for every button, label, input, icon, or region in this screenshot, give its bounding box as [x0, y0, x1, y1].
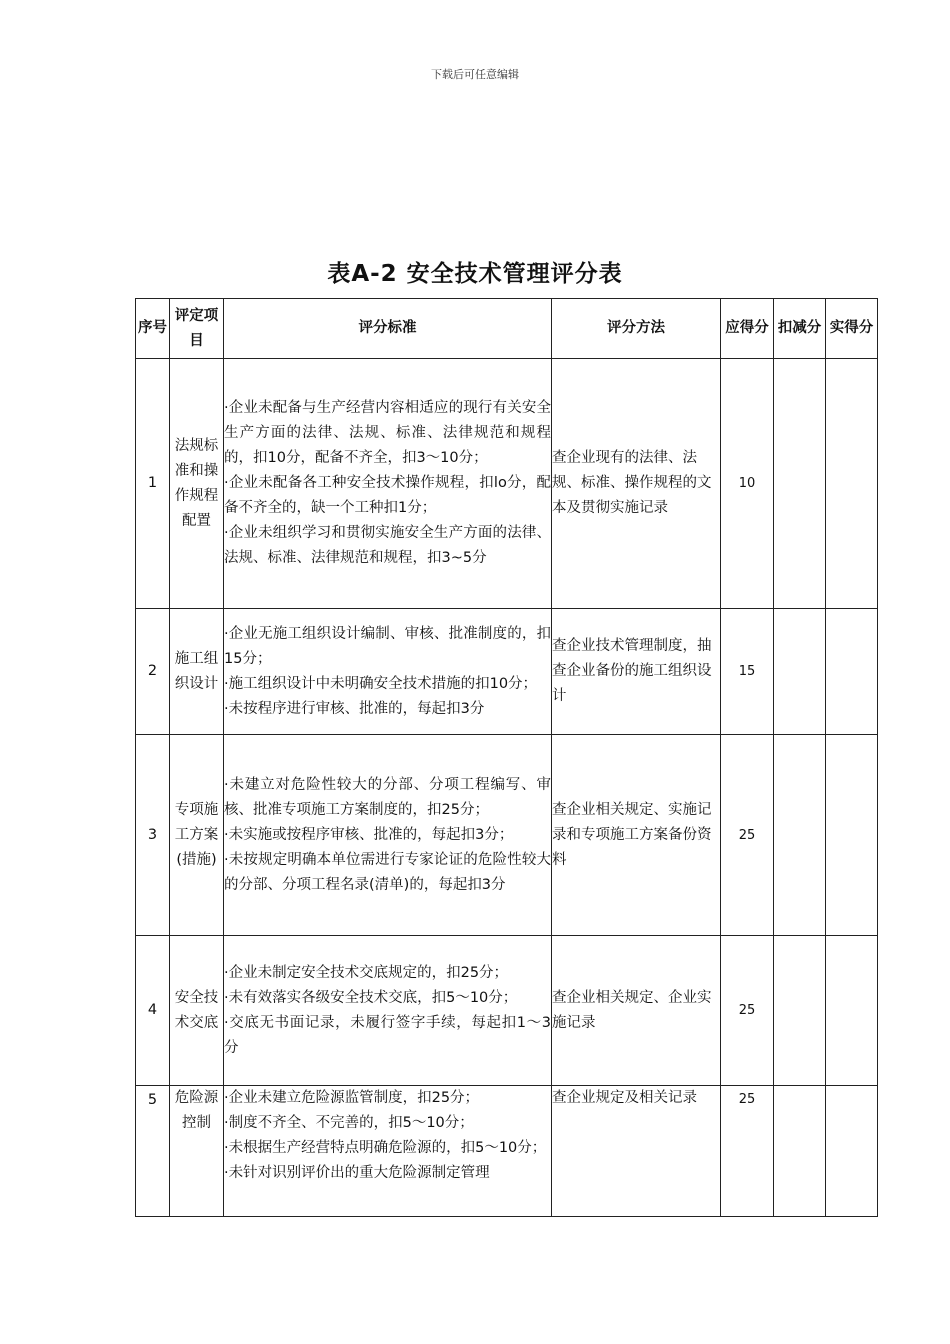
row-score: 10 [721, 359, 774, 609]
header-deduct: 扣减分 [774, 299, 826, 359]
criteria-line: ·交底无书面记录，未履行签字手续，每起扣1～3分 [224, 1014, 551, 1056]
criteria-line: ·企业未建立危险源监管制度，扣25分； [224, 1090, 480, 1106]
criteria-line: ·制度不齐全、不完善的，扣5～10分； [224, 1115, 474, 1131]
table-row [136, 936, 878, 1086]
row-method: 查企业技术管理制度，抽查企业备份的施工组织设计 [552, 609, 721, 735]
table-row [136, 359, 878, 609]
row-item: 施工组织设计 [170, 609, 224, 735]
row-method: 查企业相关规定、企业实施记录 [552, 936, 721, 1086]
criteria-line: ·企业未制定安全技术交底规定的，扣25分； [224, 964, 509, 981]
criteria-line: ·企业未配备各工种安全技术操作规程，扣lo分，配备不齐全的，缺一个工种扣1分； [224, 475, 551, 516]
row-method: 查企业现有的法律、法规、标准、操作规程的文本及贯彻实施记录 [552, 359, 721, 609]
criteria-line: ·未按程序进行审核、批准的，每起扣3分 [224, 700, 485, 717]
row-score: 25 [721, 1086, 774, 1217]
table-header-row [136, 299, 878, 359]
row-no: 1 [136, 359, 170, 609]
row-deduct [774, 936, 826, 1086]
criteria-line: ·未针对识别评价出的重大危险源制定管理 [224, 1165, 490, 1181]
row-criteria [224, 1086, 552, 1217]
criteria-line: ·未实施或按程序审核、批准的，每起扣3分； [224, 826, 514, 843]
header-item: 评定项目 [170, 299, 224, 359]
row-score: 25 [721, 936, 774, 1086]
row-item: 危险源控制 [170, 1086, 224, 1217]
row-score: 25 [721, 735, 774, 936]
row-no: 3 [136, 735, 170, 936]
row-item: 专项施工方案(措施) [170, 735, 224, 936]
row-actual [826, 936, 878, 1086]
row-score: 15 [721, 609, 774, 735]
page-title: 表A-2 安全技术管理评分表 [327, 261, 623, 287]
row-method: 查企业相关规定、实施记录和专项施工方案备份资料 [552, 735, 721, 936]
header-criteria: 评分标准 [224, 299, 552, 359]
row-deduct [774, 609, 826, 735]
row-actual [826, 609, 878, 735]
row-no: 4 [136, 936, 170, 1086]
criteria-line: ·未有效落实各级安全技术交底，扣5～10分； [224, 989, 518, 1006]
criteria-line: ·未按规定明确本单位需进行专家论证的危险性较大的分部、分项工程名录(清单)的，每起扣3分 [224, 851, 551, 893]
row-criteria [224, 359, 552, 609]
row-no: 2 [136, 609, 170, 735]
row-criteria [224, 609, 552, 735]
header-note: 下载后可任意编辑 [431, 68, 519, 81]
header-no: 序号 [136, 299, 170, 359]
criteria-line: ·企业无施工组织设计编制、审核、批准制度的，扣15分； [224, 625, 551, 667]
score-table [135, 298, 878, 1217]
criteria-line: ·未建立对危险性较大的分部、分项工程编写、审核、批准专项施工方案制度的，扣25分； [224, 776, 551, 818]
table-row [136, 609, 878, 735]
row-actual [826, 359, 878, 609]
row-deduct [774, 735, 826, 936]
criteria-line: ·企业未组织学习和贯彻实施安全生产方面的法律、法规、标准、法律规范和规程，扣3~5分 [224, 525, 551, 566]
row-criteria [224, 735, 552, 936]
header-score: 应得分 [721, 299, 774, 359]
row-item: 安全技术交底 [170, 936, 224, 1086]
row-criteria [224, 936, 552, 1086]
row-actual [826, 735, 878, 936]
criteria-line: ·企业未配备与生产经营内容相适应的现行有关安全生产方面的法律、法规、标准、法律规范和规程的，扣10分，配备不齐全，扣3～10分； [224, 400, 551, 466]
header-method: 评分方法 [552, 299, 721, 359]
criteria-line: ·施工组织设计中未明确安全技术措施的扣10分； [224, 675, 538, 692]
row-method: 查企业规定及相关记录 [552, 1086, 721, 1217]
table-row [136, 1086, 878, 1217]
header-actual: 实得分 [826, 299, 878, 359]
row-item: 法规标准和操作规程配置 [170, 359, 224, 609]
table-row [136, 735, 878, 936]
criteria-line: ·未根据生产经营特点明确危险源的，扣5～10分； [224, 1140, 547, 1156]
row-deduct [774, 1086, 826, 1217]
row-no: 5 [136, 1086, 170, 1217]
row-deduct [774, 359, 826, 609]
row-actual [826, 1086, 878, 1217]
